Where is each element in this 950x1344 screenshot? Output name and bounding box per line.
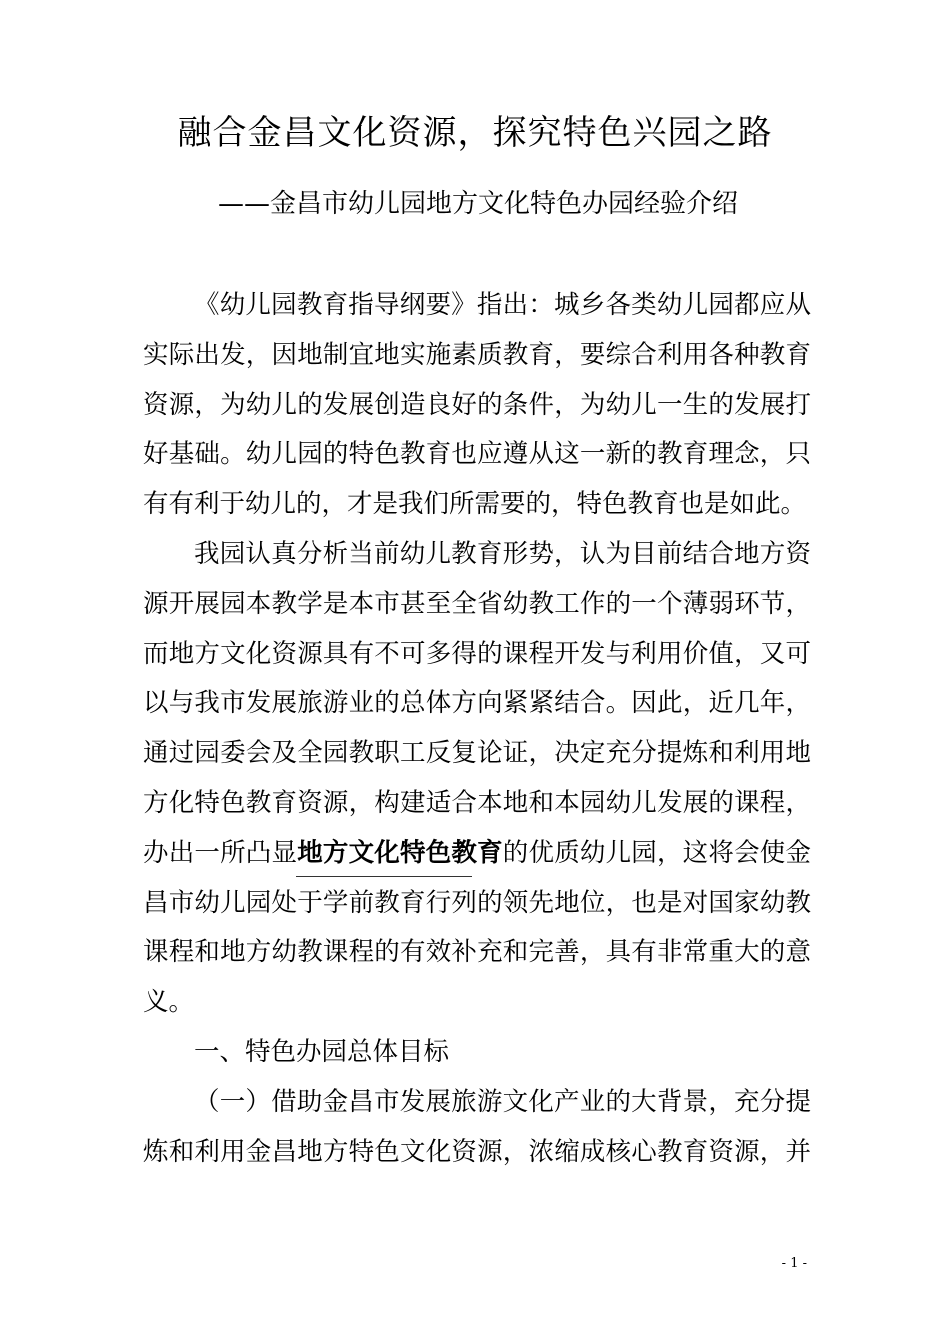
- paragraph-line: 我园认真分析当前幼儿教育形势，认为目前结合地方资: [194, 538, 811, 569]
- paragraph-2: [143, 530, 811, 1028]
- section-1: [143, 1028, 811, 1078]
- paragraph-line: 有有利于幼儿的，才是我们所需要的，特色教育也是如此。: [143, 489, 807, 520]
- page-number: - 1 -: [781, 1256, 807, 1271]
- paragraph-line: 通过园委会及全园教职工反复论证，决定充分提炼和利用地: [143, 738, 811, 769]
- paragraph-line: 课程和地方幼教课程的有效补充和完善，具有非常重大的意: [143, 937, 811, 968]
- paragraph-line: 源开展园本教学是本市甚至全省幼教工作的一个薄弱环节，: [143, 588, 811, 619]
- paragraph-line: 实际出发，因地制宜地实施素质教育，要综合利用各种教育: [143, 339, 811, 370]
- paragraph-line: 义。: [143, 987, 195, 1018]
- paragraph-line: 而地方文化资源具有不可多得的课程开发与利用价值，又可: [143, 638, 811, 669]
- paragraph-line: 好基础。幼儿园的特色教育也应遵从这一新的教育理念，只: [143, 439, 811, 470]
- paragraph-line-with-emphasis: [143, 829, 811, 879]
- paragraph-3: [143, 1078, 811, 1178]
- paragraph-1: [143, 281, 811, 530]
- emphasized-phrase: 地方文化特色教育: [297, 837, 503, 868]
- line-text-after: 的优质幼儿园，这将会使金: [502, 837, 811, 868]
- paragraph-line: 昌市幼儿园处于学前教育行列的领先地位，也是对国家幼教: [143, 887, 811, 918]
- paragraph-line: 以与我市发展旅游业的总体方向紧紧结合。因此，近几年，: [143, 688, 811, 719]
- paragraph-line: 资源，为幼儿的发展创造良好的条件，为幼儿一生的发展打: [143, 389, 811, 420]
- paragraph-line: 炼和利用金昌地方特色文化资源，浓缩成核心教育资源，并: [143, 1136, 811, 1167]
- paragraph-line: （一）借助金昌市发展旅游文化产业的大背景，充分提: [194, 1086, 811, 1117]
- document-body: [143, 281, 811, 1177]
- line-text-before: 办出一所凸显: [143, 837, 298, 868]
- document-subtitle: ——金昌市幼儿园地方文化特色办园经验介绍: [218, 189, 739, 219]
- paragraph-line: 《幼儿园教育指导纲要》指出：城乡各类幼儿园都应从: [194, 290, 811, 320]
- emphasis-underline: [296, 876, 472, 877]
- document-title: 融合金昌文化资源，探究特色兴园之路: [177, 113, 773, 153]
- paragraph-line: 方化特色教育资源，构建适合本地和本园幼儿发展的课程，: [143, 787, 811, 818]
- section-heading: 一、特色办园总体目标: [194, 1036, 450, 1067]
